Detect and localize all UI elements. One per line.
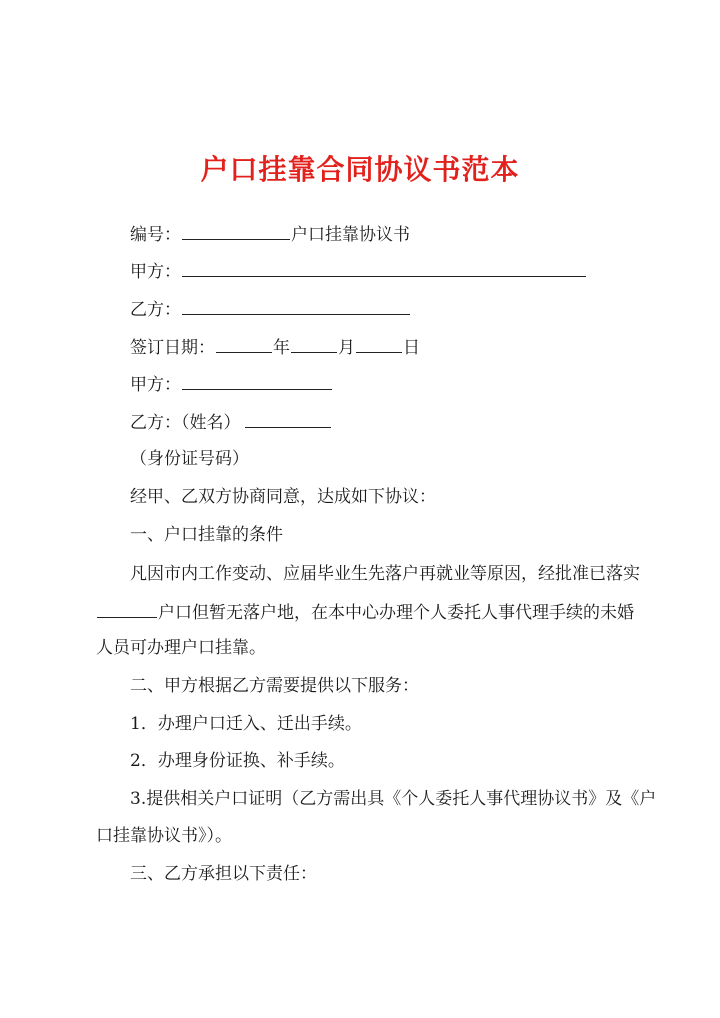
- day-label: 日: [403, 338, 420, 358]
- month-blank: [291, 335, 337, 353]
- section-2-item-3-line-1: 3.提供相关户口证明（乙方需出具《个人委托人事代理协议书》及《户: [130, 789, 657, 809]
- section-2-title: 二、甲方根据乙方需要提供以下服务：: [130, 676, 419, 696]
- year-label: 年: [273, 338, 290, 358]
- section-1-title: 一、户口挂靠的条件: [130, 525, 283, 545]
- section-2-item-2: 2．办理身份证换、补手续。: [130, 751, 345, 771]
- party-b-line: [130, 297, 411, 321]
- year-blank: [216, 335, 272, 353]
- party-a-blank-2: [182, 372, 332, 390]
- party-a-label: 甲方：: [130, 262, 181, 282]
- number-label: 编号：: [130, 225, 181, 245]
- party-a-label-2: 甲方：: [130, 375, 181, 395]
- section-1-line-2-text: 户口但暂无落户地，在本中心办理个人委托人事代理手续的未婚: [158, 603, 634, 623]
- party-b-name-blank: [245, 410, 331, 428]
- party-b-name-line: [130, 410, 332, 434]
- document-title: 户口挂靠合同协议书范本: [200, 153, 520, 186]
- number-suffix: 户口挂靠协议书: [291, 225, 410, 245]
- party-b-label: 乙方：: [130, 300, 181, 320]
- section-2-item-1: 1．办理户口迁入、迁出手续。: [130, 714, 362, 734]
- party-a-blank: [182, 259, 586, 277]
- party-a-line: [130, 259, 587, 283]
- section-1-line-3: 人员可办理户口挂靠。: [96, 638, 266, 658]
- number-line: [130, 222, 410, 246]
- party-b-blank: [182, 297, 410, 315]
- day-blank: [356, 335, 402, 353]
- number-blank: [182, 222, 290, 240]
- section-3-title: 三、乙方承担以下责任：: [130, 864, 317, 884]
- intro-paragraph: 经甲、乙双方协商同意，达成如下协议：: [130, 487, 436, 507]
- id-number-line: （身份证号码）: [130, 449, 249, 469]
- party-a-line-2: [130, 372, 333, 396]
- section-2-item-3-line-2: 口挂靠协议书》）。: [96, 826, 232, 846]
- sign-date-line: [130, 335, 420, 359]
- section-1-blank: [97, 600, 157, 618]
- section-1-line-1: 凡因市内工作变动、应届毕业生先落户再就业等原因，经批准已落实: [130, 564, 640, 584]
- party-b-name-label: 乙方：（姓名）: [130, 413, 241, 433]
- sign-date-label: 签订日期：: [130, 338, 215, 358]
- month-label: 月: [338, 338, 355, 358]
- section-1-line-2: [96, 600, 634, 624]
